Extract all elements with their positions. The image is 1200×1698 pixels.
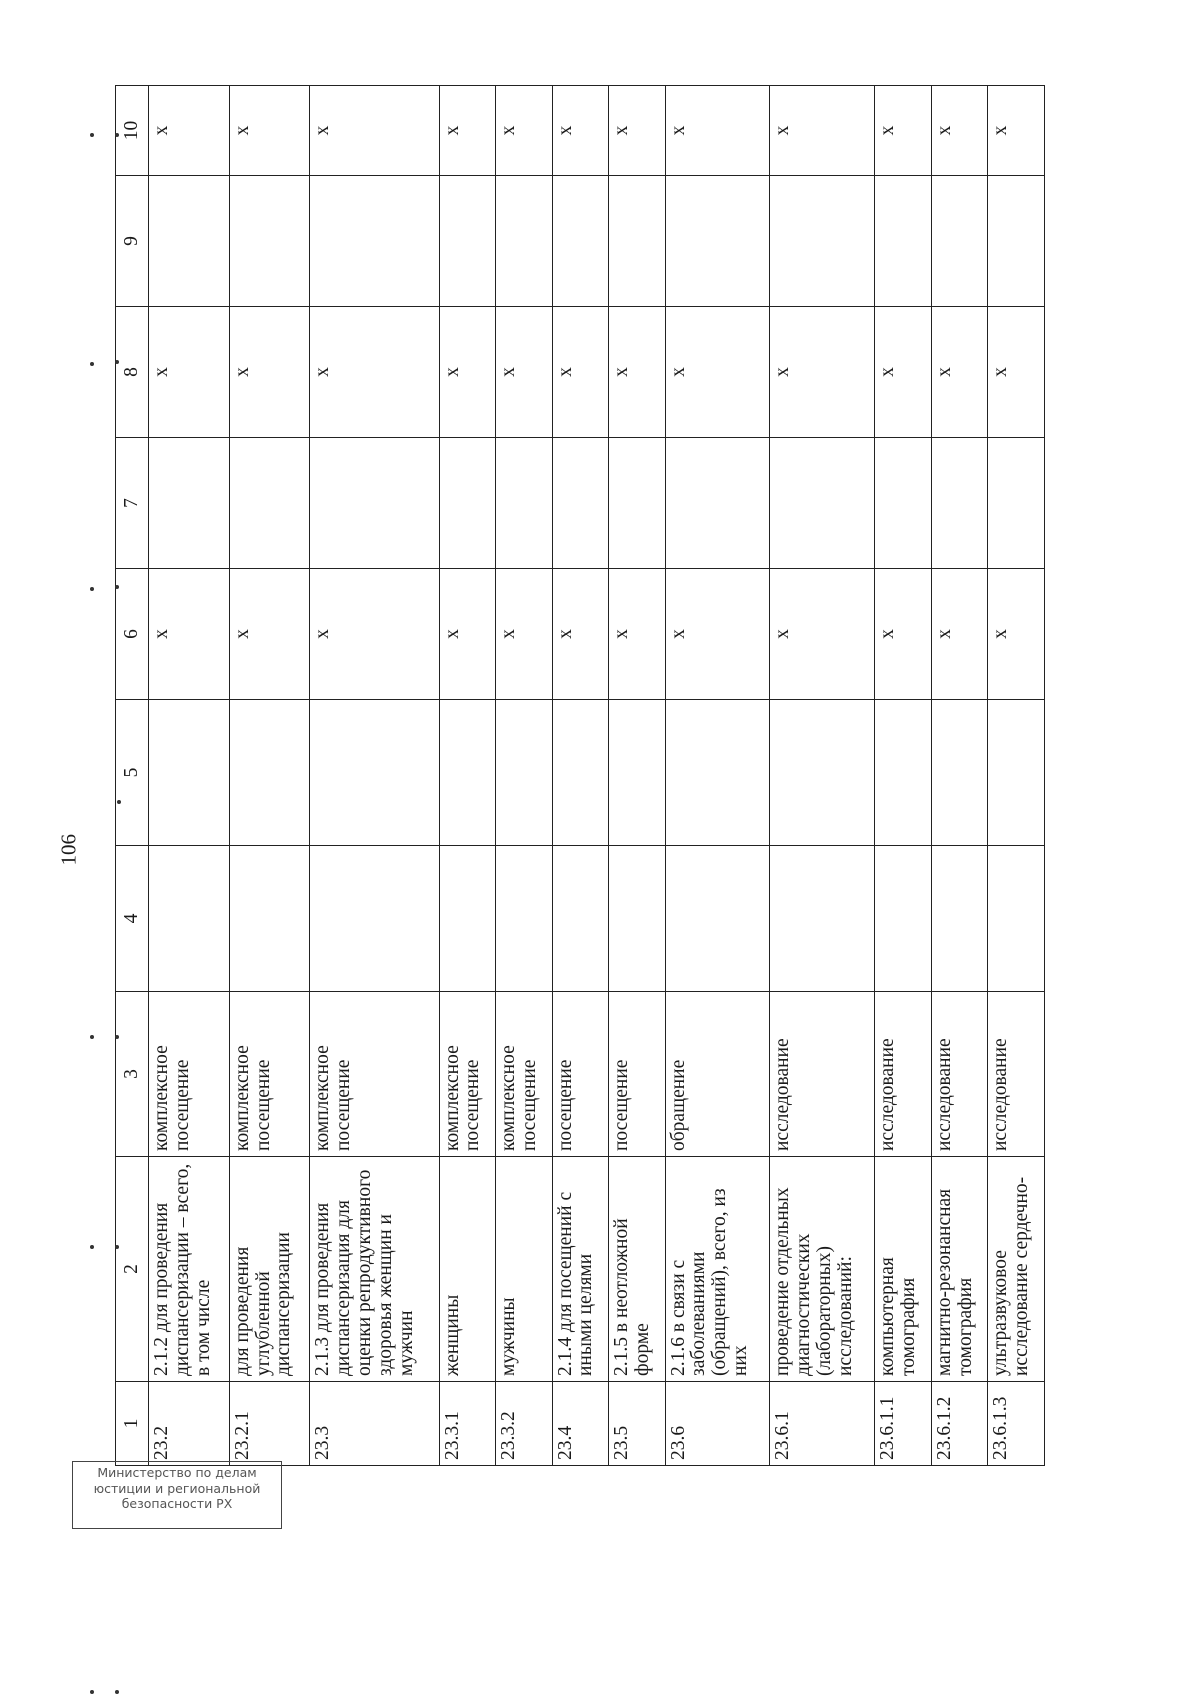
column-header-10: 10 — [116, 86, 149, 176]
cell-col-5 — [875, 700, 932, 846]
cell-col-8: x — [609, 307, 666, 438]
cell-col-8: x — [665, 307, 770, 438]
cell-col-4 — [665, 846, 770, 992]
row-code: 23.6.1.3 — [988, 1382, 1045, 1466]
cell-col-7 — [770, 438, 875, 569]
row-unit: комплексное посещение — [149, 992, 230, 1157]
cell-col-5 — [609, 700, 666, 846]
cell-col-7 — [439, 438, 496, 569]
scan-dot — [90, 1035, 94, 1039]
table-row — [875, 86, 932, 1466]
row-description: 2.1.3 для проведения диспансеризация для оценки репродуктивного здоровья женщин и мужчин — [310, 1157, 439, 1382]
cell-col-8: x — [496, 307, 553, 438]
row-description: мужчины — [496, 1157, 553, 1382]
row-description: проведение отдельных диагностических (лабораторных) исследований: — [770, 1157, 875, 1382]
cell-col-8: x — [439, 307, 496, 438]
cell-col-6: x — [496, 569, 553, 700]
cell-col-7 — [931, 438, 988, 569]
table-row — [149, 86, 230, 1466]
row-description: для проведения углубленной диспансеризации — [229, 1157, 310, 1382]
cell-col-4 — [439, 846, 496, 992]
row-code: 23.4 — [552, 1382, 609, 1466]
scan-dot — [90, 1245, 94, 1249]
scan-dot — [90, 133, 94, 137]
row-description: 2.1.6 в связи с заболеваниями (обращений), всего, из них — [665, 1157, 770, 1382]
scan-dot — [115, 133, 119, 137]
cell-col-9 — [439, 176, 496, 307]
cell-col-5 — [496, 700, 553, 846]
cell-col-9 — [770, 176, 875, 307]
cell-col-8: x — [770, 307, 875, 438]
cell-col-10: x — [931, 86, 988, 176]
cell-col-7 — [552, 438, 609, 569]
cell-col-4 — [770, 846, 875, 992]
cell-col-7 — [229, 438, 310, 569]
row-unit: исследование — [770, 992, 875, 1157]
row-code: 23.2 — [149, 1382, 230, 1466]
row-unit: посещение — [552, 992, 609, 1157]
cell-col-5 — [988, 700, 1045, 846]
cell-col-6: x — [770, 569, 875, 700]
cell-col-5 — [665, 700, 770, 846]
cell-col-10: x — [552, 86, 609, 176]
cell-col-8: x — [552, 307, 609, 438]
cell-col-6: x — [931, 569, 988, 700]
table-row — [439, 86, 496, 1466]
cell-col-8: x — [149, 307, 230, 438]
row-description: магнитно-резонансная томография — [931, 1157, 988, 1382]
row-code: 23.6.1 — [770, 1382, 875, 1466]
column-header-1: 1 — [116, 1382, 149, 1466]
column-header-9: 9 — [116, 176, 149, 307]
column-header-4: 4 — [116, 846, 149, 992]
column-header-8: 8 — [116, 307, 149, 438]
scan-dot — [115, 1690, 119, 1694]
cell-col-10: x — [770, 86, 875, 176]
column-header-3: 3 — [116, 992, 149, 1157]
row-unit: комплексное посещение — [229, 992, 310, 1157]
cell-col-6: x — [552, 569, 609, 700]
row-description: компьютерная томография — [875, 1157, 932, 1382]
table-row — [988, 86, 1045, 1466]
header-row — [116, 86, 149, 1466]
cell-col-4 — [229, 846, 310, 992]
cell-col-6: x — [875, 569, 932, 700]
data-table — [115, 85, 1045, 1466]
cell-col-8: x — [310, 307, 439, 438]
scan-dot — [115, 585, 119, 589]
scan-dot — [90, 1690, 94, 1694]
row-unit: обращение — [665, 992, 770, 1157]
cell-col-6: x — [229, 569, 310, 700]
row-code: 23.5 — [609, 1382, 666, 1466]
table-row — [609, 86, 666, 1466]
stamp-line: юстиции и региональной — [93, 1480, 261, 1496]
row-code: 23.3.1 — [439, 1382, 496, 1466]
cell-col-8: x — [875, 307, 932, 438]
cell-col-7 — [149, 438, 230, 569]
row-unit: исследование — [875, 992, 932, 1157]
stamp-line: безопасности РХ — [121, 1496, 233, 1512]
cell-col-8: x — [229, 307, 310, 438]
cell-col-10: x — [310, 86, 439, 176]
cell-col-9 — [149, 176, 230, 307]
table-row — [552, 86, 609, 1466]
cell-col-8: x — [931, 307, 988, 438]
cell-col-9 — [931, 176, 988, 307]
scan-dot — [90, 587, 94, 591]
cell-col-6: x — [609, 569, 666, 700]
cell-col-6: x — [665, 569, 770, 700]
cell-col-9 — [552, 176, 609, 307]
column-header-5: 5 — [116, 700, 149, 846]
cell-col-10: x — [609, 86, 666, 176]
cell-col-4 — [875, 846, 932, 992]
table-body — [116, 86, 1045, 1466]
cell-col-9 — [496, 176, 553, 307]
registration-stamp — [72, 1461, 282, 1529]
cell-col-9 — [988, 176, 1045, 307]
cell-col-6: x — [988, 569, 1045, 700]
cell-col-7 — [496, 438, 553, 569]
cell-col-10: x — [875, 86, 932, 176]
column-header-7: 7 — [116, 438, 149, 569]
cell-col-4 — [310, 846, 439, 992]
row-unit: исследование — [931, 992, 988, 1157]
table-row — [229, 86, 310, 1466]
cell-col-5 — [552, 700, 609, 846]
cell-col-9 — [229, 176, 310, 307]
cell-col-9 — [665, 176, 770, 307]
scan-dot — [115, 360, 119, 364]
cell-col-10: x — [439, 86, 496, 176]
cell-col-6: x — [310, 569, 439, 700]
scan-dot — [115, 1035, 119, 1039]
row-description: 2.1.4 для посещений с иными целями — [552, 1157, 609, 1382]
table-row — [931, 86, 988, 1466]
cell-col-4 — [149, 846, 230, 992]
cell-col-9 — [609, 176, 666, 307]
cell-col-4 — [931, 846, 988, 992]
row-unit: комплексное посещение — [496, 992, 553, 1157]
cell-col-10: x — [149, 86, 230, 176]
cell-col-7 — [988, 438, 1045, 569]
cell-col-9 — [875, 176, 932, 307]
cell-col-5 — [439, 700, 496, 846]
cell-col-7 — [310, 438, 439, 569]
row-description: 2.1.5 в неотложной форме — [609, 1157, 666, 1382]
scan-dot — [115, 1245, 119, 1249]
table-container — [115, 86, 1045, 1466]
row-unit: посещение — [609, 992, 666, 1157]
row-code: 23.3 — [310, 1382, 439, 1466]
cell-col-10: x — [665, 86, 770, 176]
row-code: 23.6.1.2 — [931, 1382, 988, 1466]
cell-col-5 — [149, 700, 230, 846]
cell-col-9 — [310, 176, 439, 307]
row-unit: комплексное посещение — [439, 992, 496, 1157]
row-unit: комплексное посещение — [310, 992, 439, 1157]
cell-col-4 — [552, 846, 609, 992]
row-description: женщины — [439, 1157, 496, 1382]
row-code: 23.2.1 — [229, 1382, 310, 1466]
cell-col-5 — [229, 700, 310, 846]
table-row — [496, 86, 553, 1466]
cell-col-7 — [609, 438, 666, 569]
cell-col-8: x — [988, 307, 1045, 438]
cell-col-5 — [931, 700, 988, 846]
column-header-6: 6 — [116, 569, 149, 700]
table-row — [310, 86, 439, 1466]
cell-col-4 — [988, 846, 1045, 992]
cell-col-5 — [770, 700, 875, 846]
cell-col-10: x — [229, 86, 310, 176]
row-code: 23.6 — [665, 1382, 770, 1466]
table-row — [665, 86, 770, 1466]
cell-col-5 — [310, 700, 439, 846]
cell-col-6: x — [149, 569, 230, 700]
cell-col-7 — [665, 438, 770, 569]
cell-col-4 — [496, 846, 553, 992]
row-code: 23.3.2 — [496, 1382, 553, 1466]
column-header-2: 2 — [116, 1157, 149, 1382]
cell-col-4 — [609, 846, 666, 992]
cell-col-10: x — [988, 86, 1045, 176]
row-description: ультразвуковое исследование сердечно- — [988, 1157, 1045, 1382]
scan-dot — [90, 362, 94, 366]
cell-col-10: x — [496, 86, 553, 176]
table-row — [770, 86, 875, 1466]
page-number: 106 — [56, 834, 81, 866]
row-description: 2.1.2 для проведения диспансеризации – всего, в том числе — [149, 1157, 230, 1382]
stamp-line: Министерство по делам — [97, 1465, 257, 1480]
scan-dot — [117, 800, 121, 804]
cell-col-7 — [875, 438, 932, 569]
row-code: 23.6.1.1 — [875, 1382, 932, 1466]
cell-col-6: x — [439, 569, 496, 700]
row-unit: исследование — [988, 992, 1045, 1157]
